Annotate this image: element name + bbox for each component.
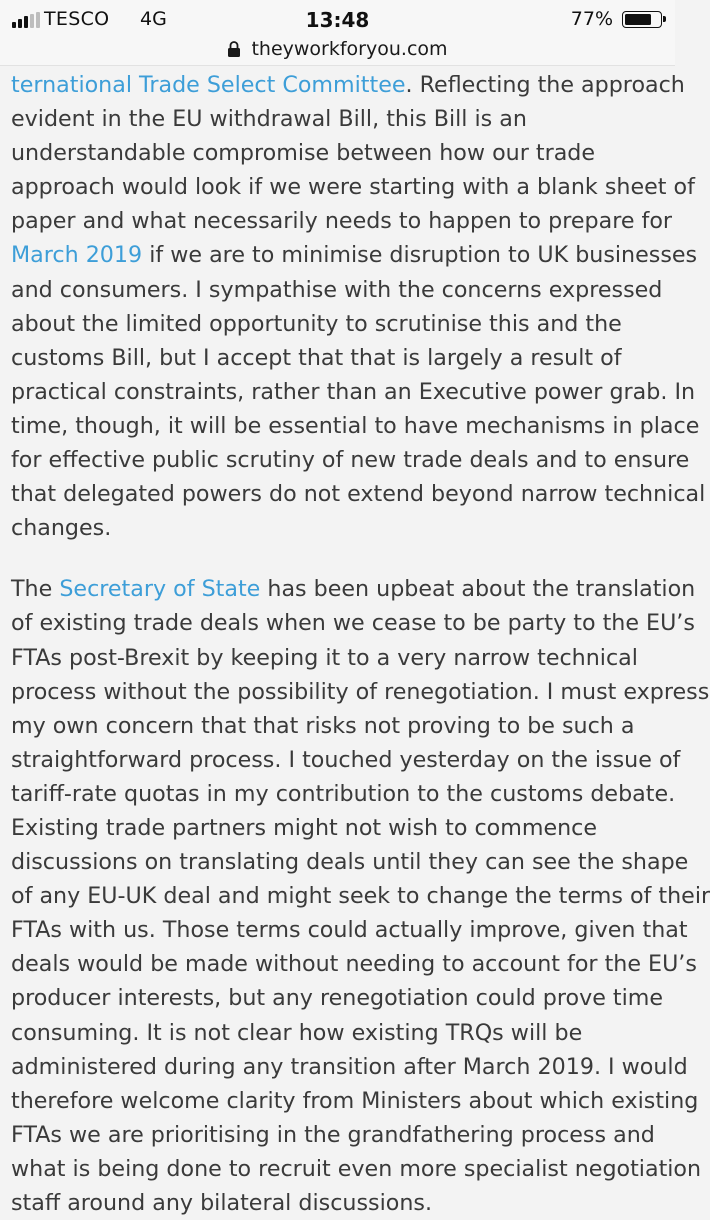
text-line: that delegated powers do not extend beyond narrow technical (11, 481, 706, 508)
battery-fill (625, 14, 651, 25)
text-line: process without the possibility of renegotiation. I must express (11, 678, 710, 705)
url-text[interactable]: theyworkforyou.com (251, 38, 448, 60)
text-line: practical constraints, rather than an Executive power grab. In (11, 378, 696, 405)
text-line (11, 238, 698, 272)
article-paragraph (11, 66, 706, 545)
text-line: for effective public scrutiny of new trade deals and to ensure (11, 447, 690, 474)
text-segment: has been upbeat about the translation (260, 576, 696, 603)
text-line: discussions on translating deals until they can see the shape (11, 849, 689, 876)
text-line: paper and what necessarily needs to happen to prepare for (11, 208, 673, 235)
text-line: time, though, it will be essential to have mechanisms in place (11, 412, 700, 439)
text-line: my own concern that that risks not proving to be such a (11, 712, 635, 739)
article-paragraph (11, 572, 710, 1220)
text-line: evident in the EU withdrawal Bill, this Bill is an (11, 106, 527, 133)
status-row (0, 6, 675, 32)
text-line: what is being done to recruit even more specialist negotiation (11, 1155, 702, 1182)
text-line: approach would look if we were starting with a blank sheet of (11, 174, 695, 201)
text-line: FTAs post-Brexit by keeping it to a very narrow technical (11, 644, 638, 671)
network-type: 4G (140, 8, 167, 30)
text-line: understandable compromise between how our trade (11, 140, 596, 167)
text-line: of any EU-UK deal and might seek to change the terms of their (11, 883, 710, 910)
text-line: changes. (11, 515, 112, 542)
text-line: therefore welcome clarity from Ministers about which existing (11, 1087, 699, 1114)
text-line: consuming. It is not clear how existing TRQs will be (11, 1019, 583, 1046)
text-line: Existing trade partners might not wish to commence (11, 814, 598, 841)
text-line: deals would be made without needing to account for the EU’s (11, 951, 697, 978)
status-time: 13:48 (305, 8, 370, 32)
link-secretary-of-state[interactable]: Secretary of State (59, 576, 261, 603)
text-line (11, 572, 696, 606)
carrier-name: TESCO (44, 8, 110, 30)
battery-percentage: 77% (570, 8, 613, 30)
text-line: producer interests, but any renegotiation could prove time (11, 985, 664, 1012)
text-line: staff around any bilateral discussions. (11, 1190, 432, 1216)
link-international-trade-select-committee[interactable]: ternational Trade Select Committee (11, 72, 406, 98)
text-line: straightforward process. I touched yesterday on the issue of (11, 746, 681, 773)
lock-icon (227, 40, 243, 58)
battery-icon (622, 11, 662, 28)
text-line: FTAs with us. Those terms could actually improve, given that (11, 917, 688, 944)
text-segment: if we are to minimise disruption to UK businesses (142, 242, 698, 269)
text-line: administered during any transition after March 2019. I would (11, 1053, 688, 1080)
text-line: of existing trade deals when we cease to be party to the EU’s (11, 610, 695, 637)
text-line: customs Bill, but I accept that that is largely a result of (11, 344, 622, 371)
text-segment: The (11, 576, 60, 603)
link-march-2019[interactable]: March 2019 (11, 242, 143, 269)
text-line: tariff-rate quotas in my contribution to the customs debate. (11, 780, 676, 807)
text-line: FTAs we are prioritising in the grandfathering process and (11, 1121, 655, 1148)
text-segment: . Reflecting the approach (405, 72, 685, 98)
text-line (11, 68, 685, 102)
ios-status-bar (0, 0, 675, 66)
text-line: about the limited opportunity to scrutinise this and the (11, 310, 622, 337)
article-body (11, 66, 710, 1216)
address-bar[interactable] (0, 36, 675, 62)
text-line: and consumers. I sympathise with the concerns expressed (11, 276, 663, 303)
